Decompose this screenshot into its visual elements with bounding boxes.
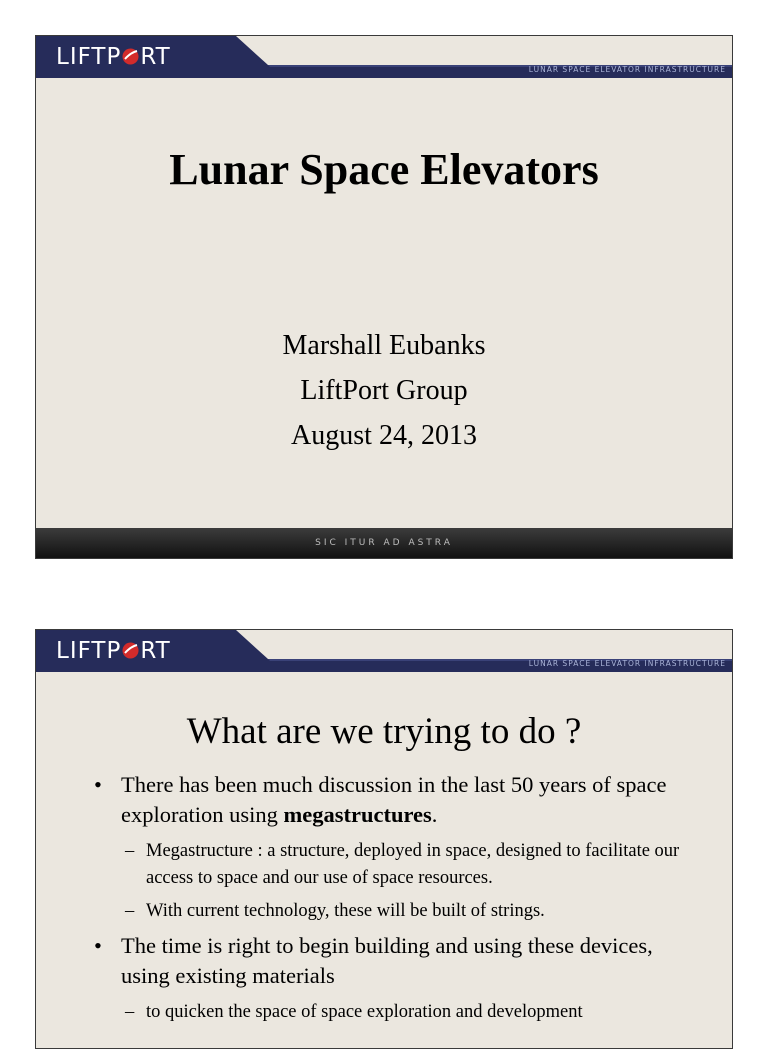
slide-header — [36, 630, 732, 672]
liftport-logo: LIFTP RT — [56, 638, 171, 664]
content-slide — [35, 629, 733, 1049]
logo-o-mark-icon — [121, 641, 140, 660]
organization-name: LiftPort Group — [300, 375, 468, 406]
slide-title: What are we trying to do ? — [186, 711, 582, 752]
slide-title: Lunar Space Elevators — [169, 145, 599, 194]
title-slide — [35, 35, 733, 559]
bullet-list — [91, 770, 702, 1032]
slide-header — [36, 36, 732, 78]
presenter-info — [36, 323, 732, 458]
dash-icon: – — [125, 1002, 135, 1022]
logo-o-mark-icon — [121, 47, 140, 66]
sub-bullet-item: – With current technology, these will be built of strings. — [91, 898, 702, 925]
header-tagline: LUNAR SPACE ELEVATOR INFRASTRUCTURE — [528, 659, 726, 668]
bullet-item: • The time is right to begin building and using these devices, using existing materials — [94, 933, 653, 988]
bullet-item: • There has been much discussion in the last 50 years of space exploration using megastructures. — [94, 772, 667, 827]
liftport-logo: LIFTP RT — [56, 44, 171, 70]
emphasis-text: megastructures — [283, 802, 432, 827]
presentation-date: August 24, 2013 — [291, 420, 477, 451]
dash-icon: – — [125, 901, 135, 921]
sub-bullet-item: – Megastructure : a structure, deployed in space, designed to facilitate our access to space and our use of space resources. — [91, 838, 702, 892]
slide-footer — [36, 528, 732, 558]
header-tagline: LUNAR SPACE ELEVATOR INFRASTRUCTURE — [528, 65, 726, 74]
footer-motto: SIC ITUR AD ASTRA — [315, 538, 453, 548]
author-name: Marshall Eubanks — [282, 330, 486, 361]
sub-bullet-item: – to quicken the space of space exploration and development — [91, 999, 702, 1026]
dash-icon: – — [125, 841, 135, 861]
bullet-dot-icon: • — [94, 933, 102, 958]
bullet-dot-icon: • — [94, 772, 102, 797]
